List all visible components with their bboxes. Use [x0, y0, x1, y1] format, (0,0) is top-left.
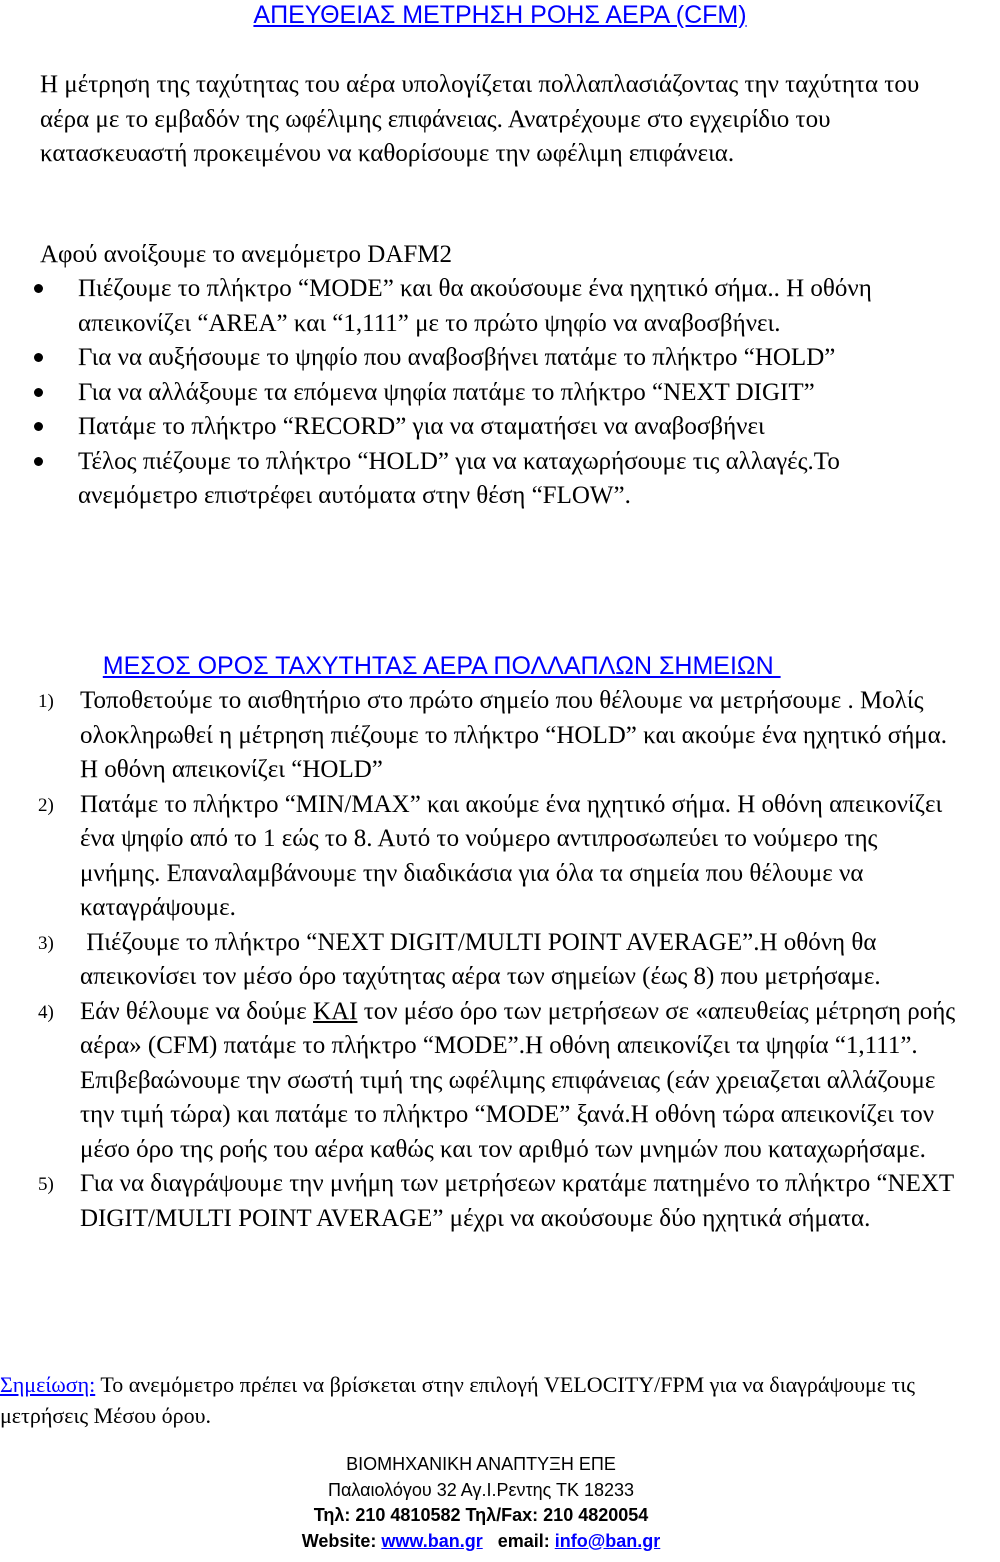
step-text-pre: Εάν θέλουμε να δούμε — [80, 997, 314, 1025]
bullet-dot-icon — [34, 284, 43, 293]
step-text-post: τον μέσο όρο των μετρήσεων σε «απευθείας μέτρηση ροής αέρα» (CFM) πατάμε το πλήκτρο “MODE”.Η οθόνη απεικονίζει τα ψηφία “1,111”. Επιβεβαώνουμε την σωστή τιμή της ωφέλιμης επιφάνειας (εάν χρειαζεται αλλάζουμε την τιμή τώρα) και πατάμε το πλήκτρο “MODE” ξανά.Η οθόνη τώρα απεικονίζει τον μέσο όρο της ροής του αέρα καθώς και τον αριθμό των μνημών που καταχωρήσαμε. — [80, 997, 962, 1163]
bullet-item — [0, 445, 955, 514]
instructions-bullet-list — [0, 272, 955, 514]
step-item — [0, 1167, 958, 1236]
bullet-text: Πιέζουμε το πλήκτρο “MODE” και θα ακούσουμε ένα ηχητικό σήμα.. Η οθόνη απεικονίζει “AREA” και “1,111” με το πρώτο ψηφίο να αναβοσβήνει. — [78, 275, 872, 337]
bullet-dot-icon — [34, 457, 43, 466]
bullet-item — [0, 410, 955, 445]
bullet-text: Τέλος πιέζουμε το πλήκτρο “HOLD” για να καταχωρήσουμε τις αλλαγές.Το ανεμόμετρο επιστρέφει αυτόματα στην θέση “FLOW”. — [78, 447, 840, 509]
step-item — [0, 788, 958, 926]
bullet-text: Για να αλλάξουμε τα επόμενα ψηφία πατάμε το πλήκτρο “NEXT DIGIT” — [78, 378, 815, 406]
bullet-item — [0, 272, 955, 341]
note-paragraph — [0, 1369, 960, 1431]
footer-phones: Τηλ: 210 4810582 Τηλ/Fax: 210 4820054 — [313, 1505, 649, 1525]
step-text: Τοποθετούμε το αισθητήριο στο πρώτο σημείο που θέλουμε να μετρήσουμε . Μολίς ολοκληρωθεί η μέτρηση πιέζουμε το πλήκτρο “HOLD” και ακούμε ένα ηχητικό σήμα. Η οθόνη απεικονίζει “HOLD” — [80, 687, 948, 783]
bullet-dot-icon — [34, 353, 43, 362]
step-number: 3) — [38, 932, 54, 954]
note-label: Σημείωση: — [0, 1372, 96, 1397]
section-heading-link[interactable]: ΜΕΣΟΣ ΟΡΟΣ ΤΑΧΥΤΗΤΑΣ ΑΕΡΑ ΠΟΛΛΑΠΛΩΝ ΣΗΜΕΙΩΝ — [102, 652, 781, 680]
footer-website-label: Website: — [301, 1530, 382, 1551]
company-footer — [0, 1452, 962, 1554]
step-text: Πιέζουμε το πλήκτρο “NEXT DIGIT/MULTI POINT AVERAGE”.Η οθόνη θα απεικονίσει τον μέσο όρο ταχύτητας αέρα των σημείων (έως 8) που μετρήσαμε. — [80, 928, 883, 990]
bullet-text: Πατάμε το πλήκτρο “RECORD” για να σταματήσει να αναβοσβήνει — [78, 413, 765, 440]
bullet-text: Για να αυξήσουμε το ψηφίο που αναβοσβήνει πατάμε το πλήκτρο “HOLD” — [78, 344, 836, 371]
step-number: 5) — [38, 1174, 54, 1195]
step-text: Πατάμε το πλήκτρο “MIN/MAX” και ακούμε ένα ηχητικό σήμα. Η οθόνη απεικονίζει ένα ψηφίο από το 1 εώς το 8. Αυτό το νούμερο αντιπροσωπεύει το νούμερο της μνήμης. Επαναλαμβάνουμε την διαδικάσια για όλα τα σημεία που θέλουμε να καταγράψουμε. — [80, 790, 943, 921]
bullet-item — [0, 341, 955, 376]
footer-email-link[interactable]: info@ban.gr — [554, 1530, 661, 1551]
footer-contact-line — [0, 1529, 962, 1555]
page-title — [0, 0, 1000, 30]
step-emphasis: ΚΑΙ — [313, 997, 358, 1025]
bullet-dot-icon — [34, 422, 43, 431]
footer-company-name: ΒΙΟΜΗΧΑΝΙΚΗ ΑΝΑΠΤΥΞΗ ΕΠΕ — [346, 1454, 616, 1474]
bullet-dot-icon — [34, 388, 43, 397]
step-item — [0, 995, 962, 1168]
step-number: 4) — [38, 1001, 54, 1023]
intro-paragraph: Η μέτρηση της ταχύτητας του αέρα υπολογίζεται πολλαπλασιάζοντας την ταχύτητα του αέρα με το εμβαδόν της ωφέλιμης επιφάνειας. Ανατρέχουμε στο εγχειρίδιο του κατασκευαστή προκειμένου να καθορίσουμε την ωφέλιμη επιφάνεια. — [40, 71, 920, 167]
footer-address: Παλαιολόγου 32 Αγ.Ι.Ρεντης ΤΚ 18233 — [327, 1479, 635, 1500]
footer-website-link[interactable]: www.ban.gr — [381, 1530, 483, 1551]
step-text: Για να διαγράψουμε την μνήμη των μετρήσεων κρατάμε πατημένο το πλήκτρο “NEXT DIGIT/MULTI POINT AVERAGE” μέχρι να ακούσουμε δύο ηχητικά σήματα. — [80, 1170, 954, 1232]
step-number: 2) — [38, 794, 54, 816]
page-title-link[interactable]: ΑΠΕΥΘΕΙΑΣ ΜΕΤΡΗΣΗ ΡΟΗΣ ΑΕΡΑ (CFM) — [253, 1, 747, 29]
device-intro-line: Αφού ανοίξουμε το ανεμόμετρο DAFM2 — [40, 241, 452, 268]
bullet-item — [0, 376, 955, 411]
note-text: Το ανεμόμετρο πρέπει να βρίσκεται στην επιλογή VELOCITY/FPM για να διαγράψουμε τις μετρήσεις Μέσου όρου. — [0, 1372, 921, 1428]
steps-numbered-list — [0, 684, 962, 1236]
step-item — [0, 684, 958, 788]
step-item — [0, 926, 958, 995]
step-number: 1) — [38, 691, 54, 712]
footer-email-label: email: — [482, 1530, 555, 1551]
